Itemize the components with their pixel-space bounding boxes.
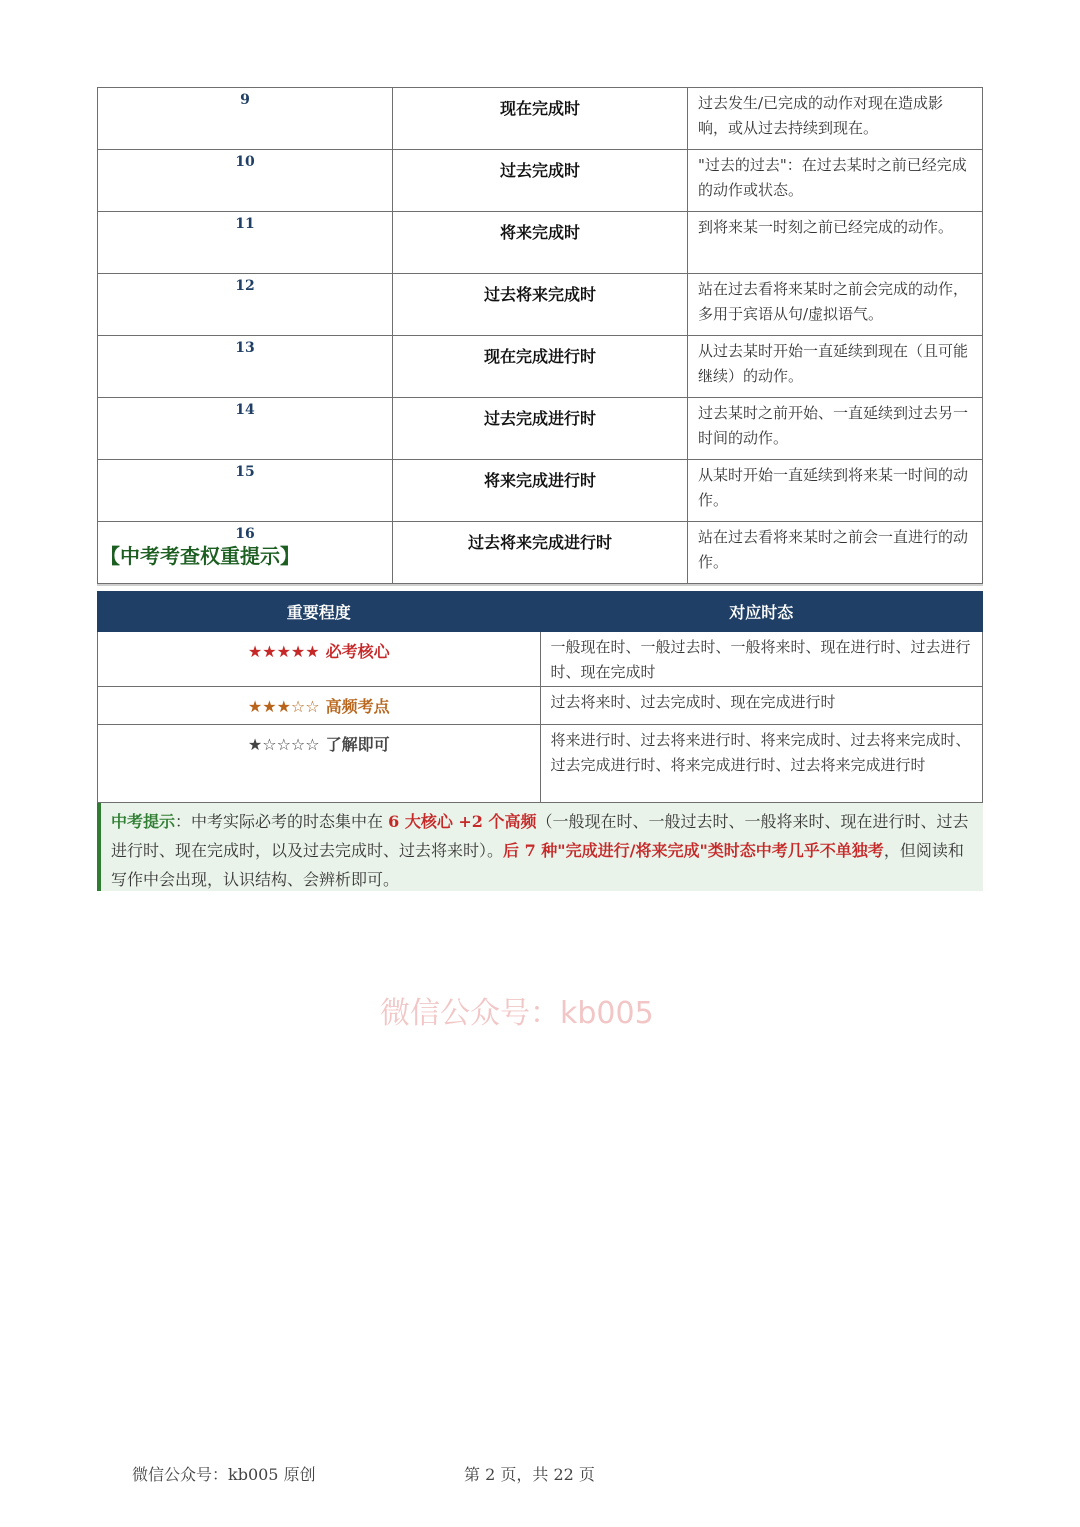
tense-row	[98, 460, 983, 522]
tense-name: 现在完成时	[393, 88, 688, 150]
importance-label: 了解即可	[325, 735, 390, 754]
tense-description: 过去发生/已完成的动作对现在造成影响，或从过去持续到现在。	[688, 88, 983, 150]
tense-row	[98, 212, 983, 274]
tip-text-1: ：中考实际必考的时态集中在	[175, 812, 389, 831]
section-title: 【中考考查权重提示】	[100, 544, 300, 568]
corresponding-tenses: 一般现在时、一般过去时、一般将来时、现在进行时、过去进行时、现在完成时	[540, 632, 983, 687]
tense-table	[97, 87, 983, 584]
footer-page-number: 第 2 页，共 22 页	[464, 1465, 595, 1484]
importance-level	[98, 687, 541, 725]
watermark: 微信公众号：kb005	[380, 996, 654, 1031]
importance-level	[98, 632, 541, 687]
tip-highlight-1: 6 大核心 +2 个高频	[388, 812, 537, 831]
importance-label: 必考核心	[325, 642, 390, 661]
tense-name: 过去将来完成时	[393, 274, 688, 336]
tense-name: 现在完成进行时	[393, 336, 688, 398]
importance-label: 高频考点	[325, 697, 390, 716]
star-rating: ★☆☆☆☆	[247, 735, 320, 754]
weight-table	[97, 591, 983, 803]
tense-name: 将来完成时	[393, 212, 688, 274]
star-rating: ★★★★★	[247, 642, 320, 661]
tense-name: 将来完成进行时	[393, 460, 688, 522]
section-divider	[97, 584, 983, 586]
header-importance: 重要程度	[98, 592, 541, 632]
tip-text-3: ，但阅读和写作中会出现，认识结构、会辨析即可。	[111, 841, 964, 889]
tip-highlight-2: 后 7 种"完成进行/将来完成"类时态中考几乎不单独考	[503, 841, 884, 860]
tense-description: "过去的过去"：在过去某时之前已经完成的动作或状态。	[688, 150, 983, 212]
tense-description: 站在过去看将来某时之前会一直进行的动作。	[688, 522, 983, 584]
tense-description: 从过去某时开始一直延续到现在（且可能继续）的动作。	[688, 336, 983, 398]
tense-name: 过去完成进行时	[393, 398, 688, 460]
tense-name: 过去将来完成进行时	[393, 522, 688, 584]
tense-description: 站在过去看将来某时之前会完成的动作，多用于宾语从句/虚拟语气。	[688, 274, 983, 336]
tense-description: 从某时开始一直延续到将来某一时间的动作。	[688, 460, 983, 522]
tense-number: 9	[98, 88, 393, 150]
weight-row	[98, 687, 983, 725]
tense-row	[98, 274, 983, 336]
importance-level	[98, 725, 541, 803]
footer-source: 微信公众号：kb005 原创	[132, 1465, 316, 1484]
tense-row	[98, 88, 983, 150]
weight-table-header-row	[98, 592, 983, 632]
tense-number: 10	[98, 150, 393, 212]
tense-row	[98, 150, 983, 212]
tense-description: 到将来某一时刻之前已经完成的动作。	[688, 212, 983, 274]
tense-name: 过去完成时	[393, 150, 688, 212]
tense-number: 16	[98, 522, 393, 584]
tense-number: 15	[98, 460, 393, 522]
tip-label: 中考提示	[111, 812, 176, 831]
tense-table-body	[98, 88, 983, 584]
tense-row	[98, 336, 983, 398]
tense-row	[98, 398, 983, 460]
tense-number: 14	[98, 398, 393, 460]
weight-table-body	[98, 632, 983, 803]
tip-text-2: （一般现在时、一般过去时、一般将来时、现在进行时、过去进行时、现在完成时，以及过去完成时、过去将来时）。	[111, 812, 969, 860]
header-tenses: 对应时态	[540, 592, 983, 632]
corresponding-tenses: 过去将来时、过去完成时、现在完成进行时	[540, 687, 983, 725]
corresponding-tenses: 将来进行时、过去将来进行时、将来完成时、过去将来完成时、过去完成进行时、将来完成进行时、过去将来完成进行时	[540, 725, 983, 803]
tense-description: 过去某时之前开始、一直延续到过去另一时间的动作。	[688, 398, 983, 460]
star-rating: ★★★☆☆	[247, 697, 320, 716]
weight-row	[98, 725, 983, 803]
tense-number: 11	[98, 212, 393, 274]
weight-row	[98, 632, 983, 687]
tense-number: 13	[98, 336, 393, 398]
tense-number: 12	[98, 274, 393, 336]
exam-tip-box	[97, 803, 983, 891]
